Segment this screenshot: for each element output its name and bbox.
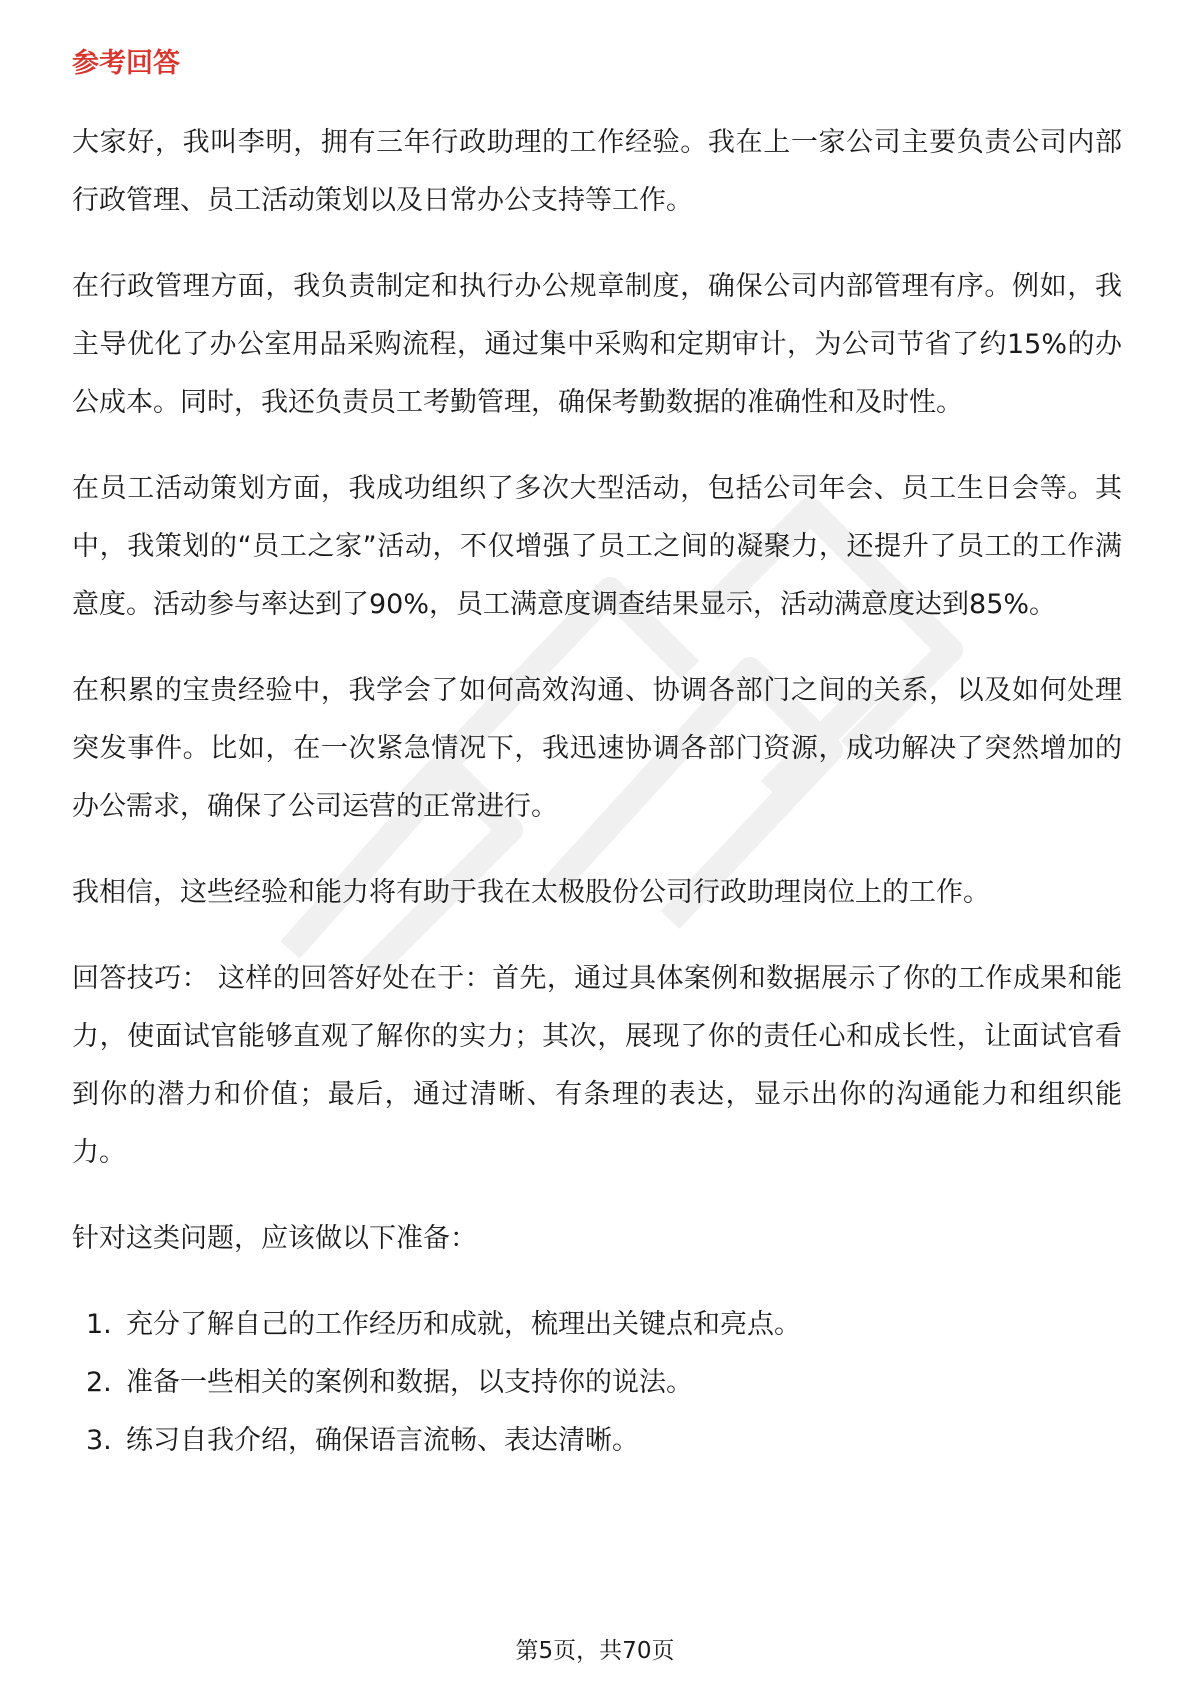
list-item xyxy=(72,1354,1122,1412)
list-item-text: 练习自我介绍，确保语言流畅、表达清晰。 xyxy=(126,1425,639,1456)
list-item-number: 1. xyxy=(86,1309,112,1340)
answer-heading: 参考回答 xyxy=(72,48,180,79)
answer-content xyxy=(72,114,1122,1470)
list-item-number: 3. xyxy=(86,1425,112,1456)
paragraph-prep-intro: 针对这类问题，应该做以下准备： xyxy=(72,1223,477,1254)
list-item xyxy=(72,1296,1122,1354)
paragraph-conclusion: 我相信，这些经验和能力将有助于我在太极股份公司行政助理岗位上的工作。 xyxy=(72,877,990,908)
paragraph-activities: 在员工活动策划方面，我成功组织了多次大型活动，包括公司年会、员工生日会等。其中，我策划的“员工之家”活动，不仅增强了员工之间的凝聚力，还提升了员工的工作满意度。活动参与率达到了90%，员工满意度调查结果显示，活动满意度达到85%。 xyxy=(72,473,1122,620)
prep-list xyxy=(72,1296,1122,1470)
list-item-text: 准备一些相关的案例和数据，以支持你的说法。 xyxy=(126,1367,693,1398)
paragraph-intro: 大家好，我叫李明，拥有三年行政助理的工作经验。我在上一家公司主要负责公司内部行政管理、员工活动策划以及日常办公支持等工作。 xyxy=(72,127,1122,216)
list-item-text: 充分了解自己的工作经历和成就，梳理出关键点和亮点。 xyxy=(126,1309,801,1340)
list-item-number: 2. xyxy=(86,1367,112,1398)
list-item xyxy=(72,1412,1122,1470)
paragraph-experience: 在积累的宝贵经验中，我学会了如何高效沟通、协调各部门之间的关系，以及如何处理突发事件。比如，在一次紧急情况下，我迅速协调各部门资源，成功解决了突然增加的办公需求，确保了公司运营的正常进行。 xyxy=(72,675,1122,822)
paragraph-tips: 回答技巧： 这样的回答好处在于：首先，通过具体案例和数据展示了你的工作成果和能力，使面试官能够直观了解你的实力；其次，展现了你的责任心和成长性，让面试官看到你的潜力和价值；最后，通过清晰、有条理的表达，显示出你的沟通能力和组织能力。 xyxy=(72,963,1122,1168)
paragraph-admin: 在行政管理方面，我负责制定和执行办公规章制度，确保公司内部管理有序。例如，我主导优化了办公室用品采购流程，通过集中采购和定期审计，为公司节省了约15%的办公成本。同时，我还负责员工考勤管理，确保考勤数据的准确性和及时性。 xyxy=(72,271,1122,418)
page-footer: 第5页，共70页 xyxy=(515,1638,675,1664)
